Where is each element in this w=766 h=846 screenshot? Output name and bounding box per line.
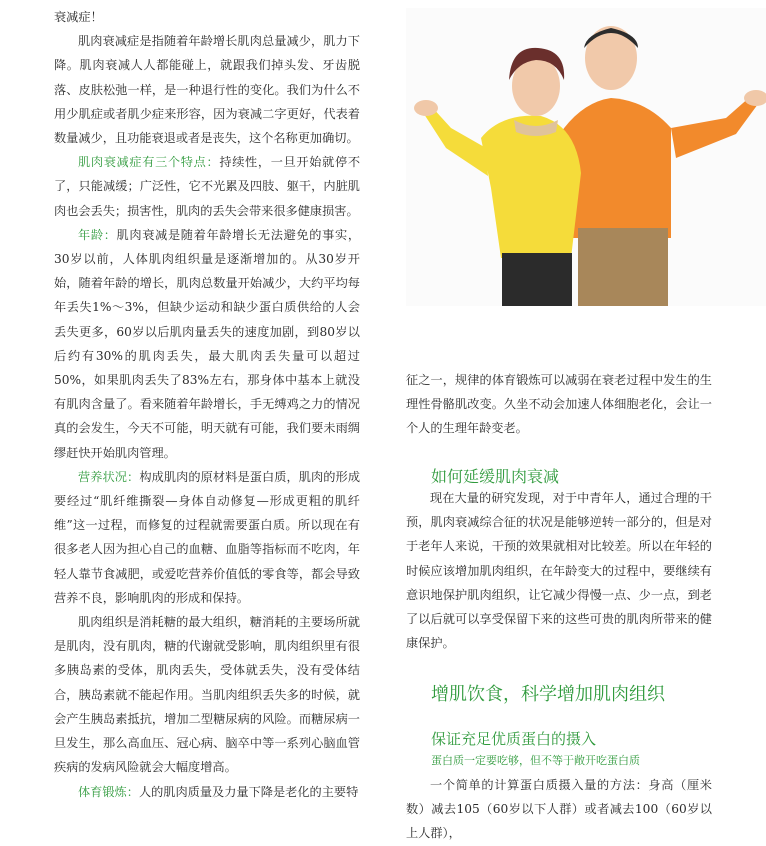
paragraph-exercise-cont: 征之一，规律的体育锻炼可以减弱在衰老过程中发生的生理性骨骼肌改变。久坐不动会加速人体细胞老化，会让一个人的生理年龄变老。 [406, 373, 712, 436]
paragraph-nutrition: 营养状况：构成肌肉的原材料是蛋白质，肌肉的形成要经过“肌纤维撕裂—身体自动修复—形成更粗的肌纤维”这一过程，而修复的过程就需要蛋白质。所以现在有很多老人因为担心自己的血糖、血脂等指标而不吃肉，年轻人靠节食减肥，或爱吃营养价值低的零食等，都会导致营养不良，影响肌肉的形成和保持。 [54, 469, 361, 605]
subheading-protein: 蛋白质一定要吃够，但不等于敞开吃蛋白质 [431, 754, 640, 767]
paragraph-delay: 现在大量的研究发现，对于中青年人，通过合理的干预，肌肉衰减综合征的状况是能够逆转一部分的，但是对于老年人来说，干预的效果就相对比较差。所以在年轻的时候应该增加肌肉组织，在年龄变大的过程中，要继续有意识地保护肌肉组织，让它减少得慢一点、少一点，到老了以后就可以享受保留下来的这些可贵的肌肉所带来的健康保护。 [406, 491, 712, 651]
heading-protein: 保证充足优质蛋白的摄入 [431, 730, 597, 748]
heading-diet: 增肌饮食，科学增加肌肉组织 [431, 684, 665, 705]
paragraph-definition: 肌肉衰减症是指随着年龄增长肌肉总量减少，肌力下降。肌肉衰减人人都能碰上，就跟我们掉头发、牙齿脱落、皮肤松弛一样，是一种退行性的变化。我们为什么不用少肌症或者肌少症来形容，因为衰减二字更好，代表着数量减少，且功能衰退或者是丧失，这个名称更加确切。 [54, 34, 360, 146]
paragraph-age: 年龄：肌肉衰减是随着年龄增长无法避免的事实，30岁以前，人体肌肉组织量是逐渐增加的。从30岁开始，随着年龄的增长，肌肉总数量开始减少，大约平均每年丢失1%～3%，但缺少运动和缺少蛋白质供给的人会丢失更多，60岁以后肌肉量丢失的速度加剧，到80岁以后约有30%的肌肉丢失，最大肌肉丢失量可以超过50%，如果肌肉丢失了83%左右，那身体中基本上就没有肌肉含量了。看来随着年龄增长，手无缚鸡之力的情况真的会发生，今天不可能，明天就有可能，我们要未雨绸缪赶快开始肌肉管理。 [54, 227, 361, 460]
lead-nutrition: 营养状况： [78, 469, 140, 484]
lead-exercise: 体育锻炼： [78, 784, 139, 799]
lead-age: 年龄： [78, 227, 117, 242]
paragraph-sugar: 肌肉组织是消耗糖的最大组织，糖消耗的主要场所就是肌肉，没有肌肉，糖的代谢就受影响，肌肉组织里有很多胰岛素的受体，肌肉丢失，受体就丢失，没有受体结合，胰岛素就不能起作用。当肌肉组织丢失多的时候，就会产生胰岛素抵抗，增加二型糖尿病的风险。而糖尿病一旦发生，那么高血压、冠心病、脑卒中等一系列心脑血管疾病的发病风险就会大幅度增高。 [54, 615, 360, 775]
paragraph-fragment: 衰减症！ [54, 10, 103, 24]
paragraph-features: 肌肉衰减症有三个特点：持续性，一旦开始就停不了，只能减缓；广泛性，它不光累及四肢、躯干，内脏肌肉也会丢失；损害性，肌肉的丢失会带来很多健康损害。 [54, 155, 361, 218]
elderly-couple-photo [406, 8, 766, 306]
paragraph-protein: 一个简单的计算蛋白质摄入量的方法：身高（厘米数）减去105（60岁以下人群）或者减去100（60岁以上人群）， [406, 778, 712, 841]
heading-delay: 如何延缓肌肉衰减 [431, 467, 560, 486]
left-column [54, 0, 360, 804]
couple-illustration [406, 8, 766, 306]
lead-features: 肌肉衰减症有三个特点： [78, 155, 220, 170]
paragraph-exercise: 体育锻炼：人的肌肉质量及力量下降是老化的主要特 [78, 784, 359, 799]
